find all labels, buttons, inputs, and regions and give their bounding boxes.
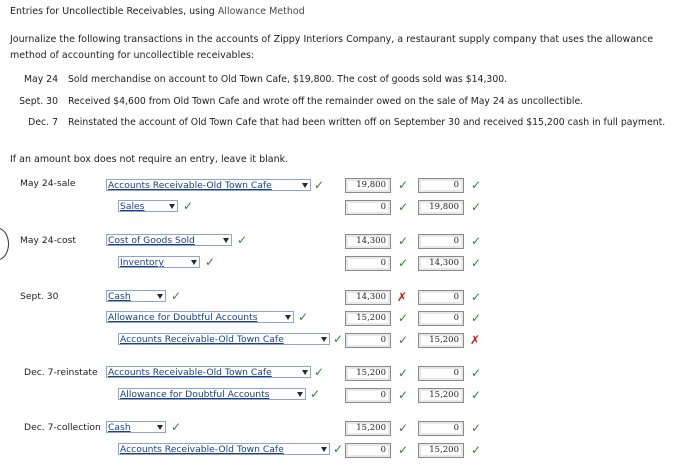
title-link[interactable]: Allowance Method	[217, 6, 305, 17]
check-icon: ✓	[471, 421, 482, 435]
debit-input[interactable]: 0	[345, 333, 391, 348]
chevron-down-icon	[223, 238, 229, 243]
credit-input[interactable]: 0	[418, 290, 464, 305]
check-icon: ✓	[237, 233, 248, 247]
credit-input[interactable]: 0	[418, 366, 464, 381]
page-title: Entries for Uncollectible Receivables, using Allowance Method	[10, 6, 305, 17]
chevron-down-icon	[157, 294, 163, 299]
chevron-down-icon	[191, 260, 197, 265]
check-icon: ✓	[398, 443, 409, 457]
debit-input[interactable]: 14,300	[345, 234, 391, 249]
entry-label: May 24-cost	[20, 235, 76, 246]
check-icon: ✓	[471, 256, 482, 270]
check-icon: ✓	[398, 388, 409, 402]
account-select[interactable]: Accounts Receivable-Old Town Cafe	[118, 333, 330, 345]
entry-label: Dec. 7-collection	[24, 422, 101, 433]
check-icon: ✓	[398, 234, 409, 248]
check-icon: ✓	[471, 234, 482, 248]
debit-input[interactable]: 14,300	[345, 290, 391, 305]
credit-input[interactable]: 0	[418, 311, 464, 326]
debit-input[interactable]: 15,200	[345, 311, 391, 326]
credit-input[interactable]: 0	[418, 421, 464, 436]
check-icon: ✓	[171, 289, 182, 303]
credit-input[interactable]: 0	[418, 178, 464, 193]
debit-input[interactable]: 19,800	[345, 178, 391, 193]
chevron-down-icon	[302, 183, 308, 188]
check-icon: ✓	[471, 366, 482, 380]
chevron-down-icon	[285, 315, 291, 320]
debit-input[interactable]: 0	[345, 256, 391, 271]
check-icon: ✓	[398, 200, 409, 214]
chevron-down-icon	[321, 447, 327, 452]
account-select[interactable]: Allowance for Doubtful Accounts	[118, 388, 306, 400]
account-select[interactable]: Cash	[106, 290, 166, 302]
x-mark-icon: ✗	[397, 290, 408, 304]
check-icon: ✓	[183, 199, 194, 213]
entry-label: May 24-sale	[20, 178, 76, 189]
chevron-down-icon	[321, 337, 327, 342]
check-icon: ✓	[471, 178, 482, 192]
account-select[interactable]: Cost of Goods Sold	[106, 234, 232, 246]
chevron-down-icon	[297, 392, 303, 397]
credit-input[interactable]: 14,300	[418, 256, 464, 271]
check-icon: ✓	[471, 311, 482, 325]
check-icon: ✓	[398, 256, 409, 270]
credit-input[interactable]: 15,200	[418, 443, 464, 458]
check-icon: ✓	[333, 332, 344, 346]
account-select[interactable]: Inventory	[118, 256, 200, 268]
x-mark-icon: ✗	[470, 333, 481, 347]
entry-label: Sept. 30	[20, 291, 59, 302]
account-select[interactable]: Sales	[118, 200, 178, 212]
debit-input[interactable]: 0	[345, 388, 391, 403]
account-select[interactable]: Accounts Receivable-Old Town Cafe	[118, 443, 330, 455]
chevron-down-icon	[157, 425, 163, 430]
credit-input[interactable]: 0	[418, 234, 464, 249]
credit-input[interactable]: 19,800	[418, 200, 464, 215]
check-icon: ✓	[471, 388, 482, 402]
account-select[interactable]: Accounts Receivable-Old Town Cafe	[106, 366, 311, 378]
check-icon: ✓	[471, 200, 482, 214]
check-icon: ✓	[471, 443, 482, 457]
chevron-down-icon	[302, 370, 308, 375]
credit-input[interactable]: 15,200	[418, 388, 464, 403]
blank-note: If an amount box does not require an entry, leave it blank.	[10, 154, 289, 165]
check-icon: ✓	[471, 290, 482, 304]
debit-input[interactable]: 0	[345, 443, 391, 458]
check-icon: ✓	[398, 333, 409, 347]
account-select[interactable]: Accounts Receivable-Old Town Cafe	[106, 179, 311, 191]
instructions: Journalize the following transactions in the accounts of Zippy Interiors Company, a restaurant supply company that uses the allowance method of accounting for uncollectible receivables:	[10, 34, 654, 61]
account-select[interactable]: Allowance for Doubtful Accounts	[106, 311, 294, 323]
debit-input[interactable]: 15,200	[345, 421, 391, 436]
check-icon: ✓	[205, 255, 216, 269]
check-icon: ✓	[398, 366, 409, 380]
check-icon: ✓	[333, 442, 344, 456]
check-icon: ✓	[310, 387, 321, 401]
debit-input[interactable]: 15,200	[345, 366, 391, 381]
check-icon: ✓	[314, 365, 325, 379]
check-icon: ✓	[171, 420, 182, 434]
check-icon: ✓	[398, 311, 409, 325]
check-icon: ✓	[398, 421, 409, 435]
credit-input[interactable]: 15,200	[418, 333, 464, 348]
check-icon: ✓	[314, 178, 325, 192]
debit-input[interactable]: 0	[345, 200, 391, 215]
account-select[interactable]: Cash	[106, 421, 166, 433]
entry-label: Dec. 7-reinstate	[24, 367, 98, 378]
check-icon: ✓	[298, 310, 309, 324]
chevron-down-icon	[169, 204, 175, 209]
check-icon: ✓	[398, 178, 409, 192]
page-edge-curve	[0, 228, 9, 260]
